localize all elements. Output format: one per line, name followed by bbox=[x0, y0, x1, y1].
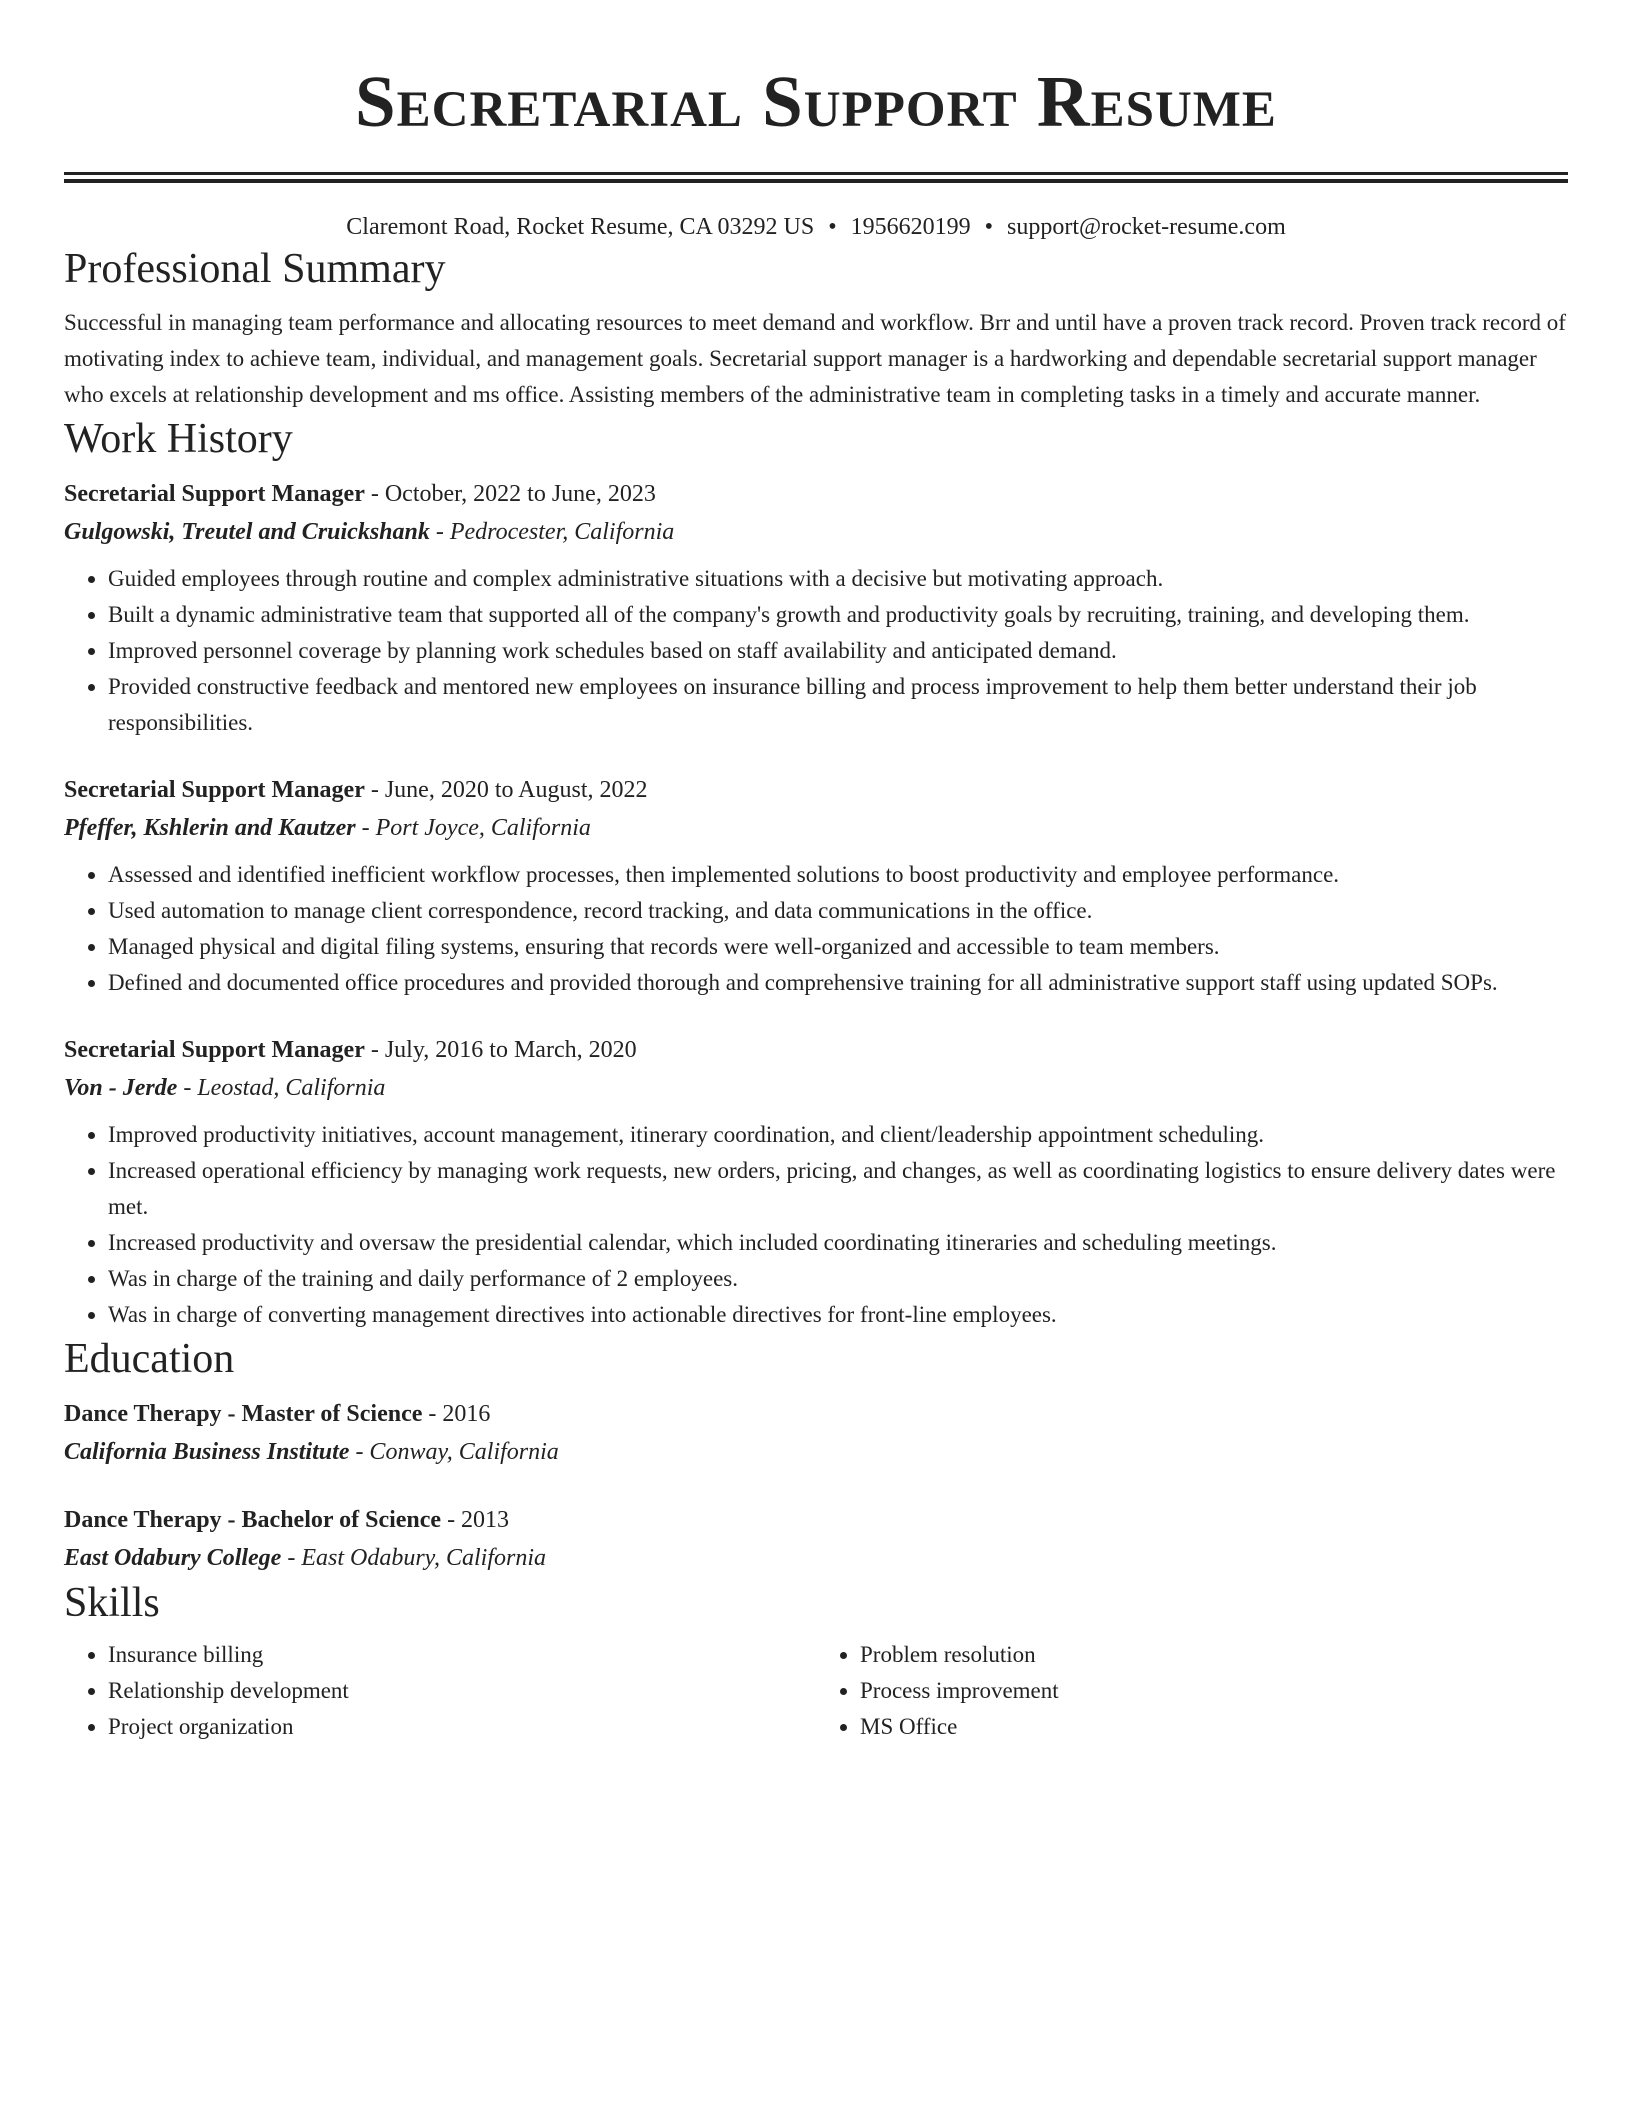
job-bullet: • Increased productivity and oversaw the presidential calendar, which included coordinating itineraries and scheduling meetings. bbox=[108, 1225, 1568, 1261]
summary-text: Successful in managing team performance and allocating resources to meet demand and workflow. Brr and until have a proven track record. Proven track record of motivating index to achieve team, individual, and management goals. Secretarial support manager is a hardworking and dependable secretarial support manager who excels at relationship development and ms office. Assisting members of the administrative team in completing tasks in a timely and accurate manner. bbox=[64, 310, 1566, 407]
contact-email: support@rocket-resume.com bbox=[1007, 214, 1286, 240]
skills-left-column bbox=[64, 1637, 816, 1745]
job-title: Secretarial Support Manager bbox=[64, 777, 365, 803]
job-title-line bbox=[64, 1031, 1568, 1069]
education-year: - 2016 bbox=[422, 1401, 491, 1427]
job-dates: - October, 2022 to June, 2023 bbox=[364, 481, 656, 507]
job-bullet: • Provided constructive feedback and mentored new employees on insurance billing and process improvement to help them better understand their job responsibilities. bbox=[108, 669, 1568, 741]
job-location: - Pedrocester, California bbox=[429, 519, 675, 545]
job-title-line bbox=[64, 475, 1568, 513]
education-entry bbox=[64, 1395, 1568, 1471]
skills-right-column bbox=[816, 1637, 1568, 1745]
contact-separator: • bbox=[984, 214, 994, 240]
contact-separator: • bbox=[828, 214, 837, 240]
job-bullet: • Used automation to manage client correspondence, record tracking, and data communications in the office. bbox=[108, 893, 1568, 929]
job-location: - Port Joyce, California bbox=[355, 815, 591, 841]
job-company-line bbox=[64, 513, 1568, 551]
resume-title: Secretarial Support Resume bbox=[355, 61, 1277, 142]
education-degree-line bbox=[64, 1501, 1568, 1539]
job-bullet: • Was in charge of the training and daily performance of 2 employees. bbox=[108, 1261, 1568, 1297]
skills-columns bbox=[64, 1637, 1568, 1745]
summary-heading: Professional Summary bbox=[64, 246, 446, 292]
job-bullets bbox=[64, 857, 1568, 1001]
contact-line bbox=[64, 211, 1568, 243]
job-title: Secretarial Support Manager bbox=[64, 1037, 365, 1063]
job-company-line bbox=[64, 1069, 1568, 1107]
skill-item: • Problem resolution bbox=[860, 1637, 1568, 1673]
job-bullet: • Defined and documented office procedures and provided thorough and comprehensive training for all administrative support staff using updated SOPs. bbox=[108, 965, 1568, 1001]
job-bullet: • Improved personnel coverage by planning work schedules based on staff availability and anticipated demand. bbox=[108, 633, 1568, 669]
job-bullet: • Built a dynamic administrative team that supported all of the company's growth and productivity goals by recruiting, training, and developing them. bbox=[108, 597, 1568, 633]
job-company: Gulgowski, Treutel and Cruickshank bbox=[64, 519, 430, 545]
education-degree-line bbox=[64, 1395, 1568, 1433]
job-title: Secretarial Support Manager bbox=[64, 481, 365, 507]
education-year: - 2013 bbox=[441, 1507, 510, 1533]
job-title-line bbox=[64, 771, 1568, 809]
job-company-line bbox=[64, 809, 1568, 847]
education-school-line bbox=[64, 1433, 1568, 1471]
job-company: Von - Jerde bbox=[64, 1075, 178, 1101]
education-entry bbox=[64, 1501, 1568, 1577]
job-bullet: • Increased operational efficiency by managing work requests, new orders, pricing, and changes, as well as coordinating logistics to ensure delivery dates were met. bbox=[108, 1153, 1568, 1225]
job-bullets bbox=[64, 1117, 1568, 1333]
work-history-heading: Work History bbox=[64, 416, 293, 462]
skill-item: • Relationship development bbox=[108, 1673, 816, 1709]
job-dates: - June, 2020 to August, 2022 bbox=[364, 777, 648, 803]
skill-item: • MS Office bbox=[860, 1709, 1568, 1745]
job-bullet: • Guided employees through routine and complex administrative situations with a decisive but motivating approach. bbox=[108, 561, 1568, 597]
education-location: - Conway, California bbox=[349, 1439, 559, 1465]
job-bullets bbox=[64, 561, 1568, 741]
education-degree: Dance Therapy - Bachelor of Science bbox=[64, 1507, 442, 1533]
education-school: East Odabury College bbox=[64, 1545, 282, 1571]
skills-heading: Skills bbox=[64, 1580, 160, 1626]
skill-item: • Project organization bbox=[108, 1709, 816, 1745]
job-bullet: • Improved productivity initiatives, account management, itinerary coordination, and client/leadership appointment scheduling. bbox=[108, 1117, 1568, 1153]
skill-item: • Insurance billing bbox=[108, 1637, 816, 1673]
contact-phone: 1956620199 bbox=[850, 214, 971, 240]
title-double-rule bbox=[64, 172, 1568, 183]
education-heading: Education bbox=[64, 1336, 235, 1382]
education-degree: Dance Therapy - Master of Science bbox=[64, 1401, 423, 1427]
contact-address: Claremont Road, Rocket Resume, CA 03292 US bbox=[346, 214, 815, 240]
job-entry bbox=[64, 1031, 1568, 1333]
education-school: California Business Institute bbox=[64, 1439, 350, 1465]
job-bullet: • Was in charge of converting management directives into actionable directives for front-line employees. bbox=[108, 1297, 1568, 1333]
job-dates: - July, 2016 to March, 2020 bbox=[364, 1037, 637, 1063]
job-company: Pfeffer, Kshlerin and Kautzer bbox=[64, 815, 356, 841]
education-school-line bbox=[64, 1539, 1568, 1577]
job-bullet: • Managed physical and digital filing systems, ensuring that records were well-organized and accessible to team members. bbox=[108, 929, 1568, 965]
job-entry bbox=[64, 475, 1568, 741]
skill-item: • Process improvement bbox=[860, 1673, 1568, 1709]
job-location: - Leostad, California bbox=[177, 1075, 386, 1101]
education-location: - East Odabury, California bbox=[281, 1545, 547, 1571]
job-entry bbox=[64, 771, 1568, 1001]
job-bullet: • Assessed and identified inefficient workflow processes, then implemented solutions to boost productivity and employee performance. bbox=[108, 857, 1568, 893]
